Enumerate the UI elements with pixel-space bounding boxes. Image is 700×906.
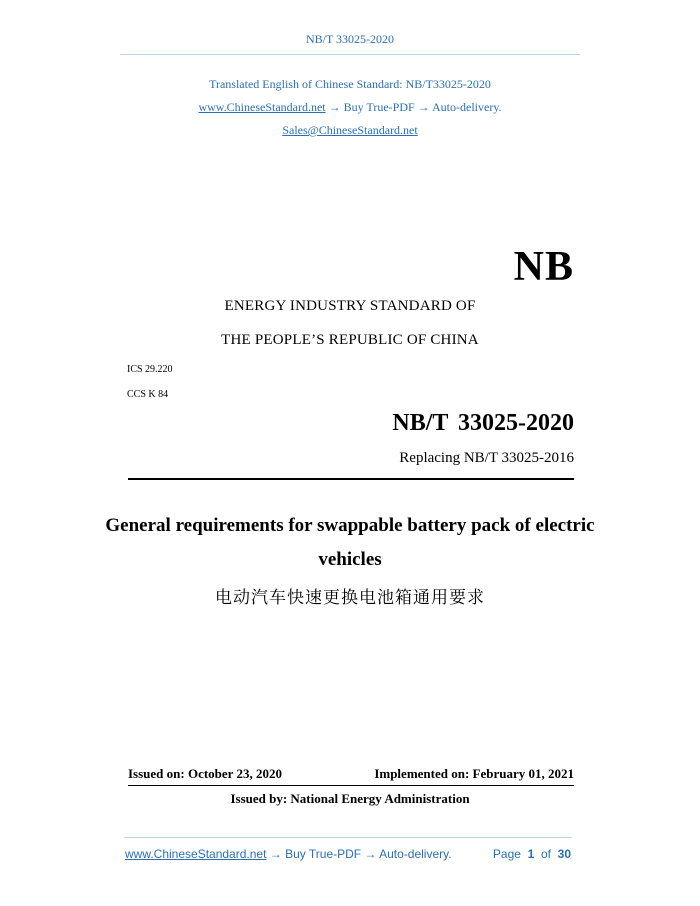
promo-email-link[interactable]: Sales@ChineseStandard.net xyxy=(282,123,418,137)
header-standard-code: NB/T 33025-2020 xyxy=(305,32,395,46)
promo-site-link[interactable]: www.ChineseStandard.net xyxy=(198,100,326,114)
replacing-note: Replacing NB/T 33025-2016 xyxy=(399,450,574,466)
ics-code: ICS 29.220 xyxy=(127,364,173,375)
ccs-code: CCS K 84 xyxy=(127,389,169,400)
dates-divider xyxy=(128,785,574,786)
page-total: 30 xyxy=(557,847,571,861)
page-label: Page xyxy=(492,847,521,861)
org-line-1: ENERGY INDUSTRY STANDARD OF xyxy=(224,298,476,314)
footer-site-link[interactable]: www.ChineseStandard.net xyxy=(125,847,267,861)
footer-rest: → Buy True-PDF → Auto-delivery. xyxy=(266,847,452,861)
promo-line-2 xyxy=(0,100,700,115)
promo-line-1: Translated English of Chinese Standard: NB/T33025-2020 xyxy=(209,77,491,91)
implemented-date: Implemented on: February 01, 2021 xyxy=(374,766,574,781)
promo-line-3 xyxy=(0,123,700,138)
footer xyxy=(125,847,571,861)
org-line-2: THE PEOPLE’S REPUBLIC OF CHINA xyxy=(221,332,479,348)
footer-divider xyxy=(124,837,572,838)
issued-date: Issued on: October 23, 2020 xyxy=(128,766,282,781)
nb-logo: NB xyxy=(513,244,574,290)
page-of: of xyxy=(540,847,551,861)
page-current: 1 xyxy=(527,847,535,861)
promo-line-2-rest: → Buy True-PDF → Auto-delivery. xyxy=(325,100,502,114)
issued-by: Issued by: National Energy Administration xyxy=(230,791,470,806)
standard-number: NB/T 33025-2020 xyxy=(392,410,574,436)
title-cn: 电动汽车快速更换电池箱通用要求 xyxy=(215,588,485,608)
title-divider xyxy=(128,478,574,480)
header-divider xyxy=(120,54,580,55)
page-indicator xyxy=(493,847,571,861)
title-en-line-1: General requirements for swappable battery pack of electric xyxy=(105,515,595,536)
title-en-line-2: vehicles xyxy=(318,549,382,570)
